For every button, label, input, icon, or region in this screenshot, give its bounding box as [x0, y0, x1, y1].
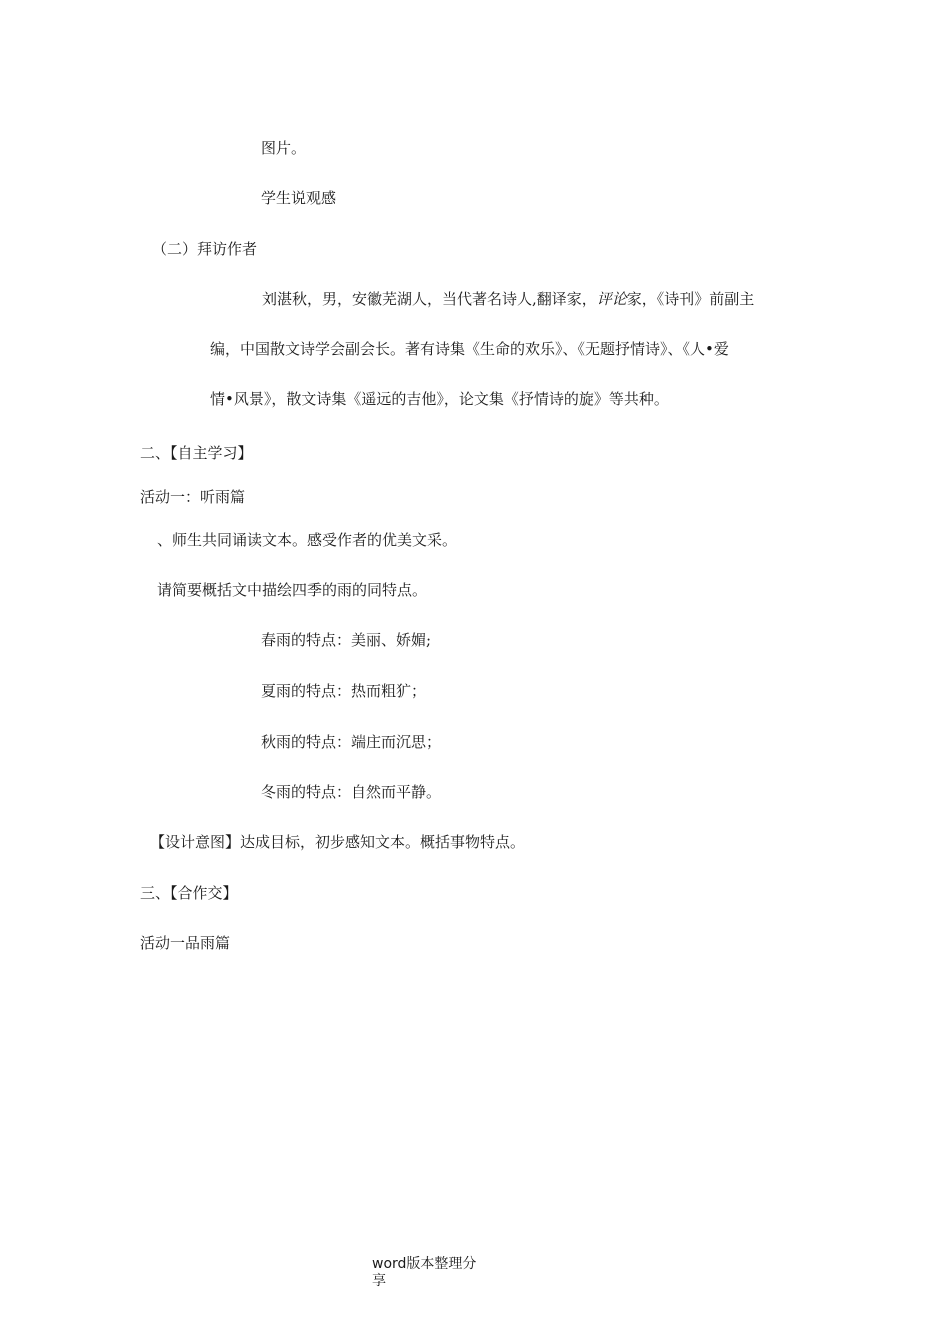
- text-line: 学生说观感: [261, 189, 337, 207]
- task-line: 请简要概括文中描绘四季的雨的同特点。: [157, 581, 428, 599]
- section-heading: 二、【自主学习】: [140, 444, 253, 462]
- task-line: 、师生共同诵读文本。感受作者的优美文采。: [157, 531, 458, 549]
- paragraph-line: [262, 289, 754, 309]
- season-item: 秋雨的特点：端庄而沉思；: [261, 733, 442, 751]
- page-footer: word版本整理分享: [372, 1256, 477, 1289]
- subsection-heading: （二）拜访作者: [152, 240, 258, 258]
- paragraph-line: 情•风景》，散文诗集《遥远的吉他》，论文集《抒情诗的旋》等共种。: [210, 390, 669, 408]
- paragraph-text: 家，《诗刊》前副主: [626, 290, 755, 308]
- paragraph-italic-text: 评论: [596, 290, 627, 308]
- activity-title: 活动一：听雨篇: [140, 488, 246, 506]
- season-item: 夏雨的特点：热而粗犷；: [261, 682, 427, 700]
- paragraph-line: 编，中国散文诗学会副会长。著有诗集《生命的欢乐》、《无题抒情诗》、《人•爱: [210, 340, 729, 358]
- season-item: 冬雨的特点：自然而平静。: [261, 783, 442, 801]
- paragraph-text: 刘湛秋，男，安徽芜湖人，当代著名诗人,翻译家，: [262, 290, 597, 308]
- section-heading: 三、【合作交】: [140, 884, 238, 902]
- activity-title: 活动一品雨篇: [140, 934, 231, 952]
- text-line: 图片。: [261, 139, 307, 157]
- season-item: 春雨的特点：美丽、娇媚;: [261, 631, 432, 649]
- design-intent: 【设计意图】达成目标，初步感知文本。概括事物特点。: [150, 833, 526, 851]
